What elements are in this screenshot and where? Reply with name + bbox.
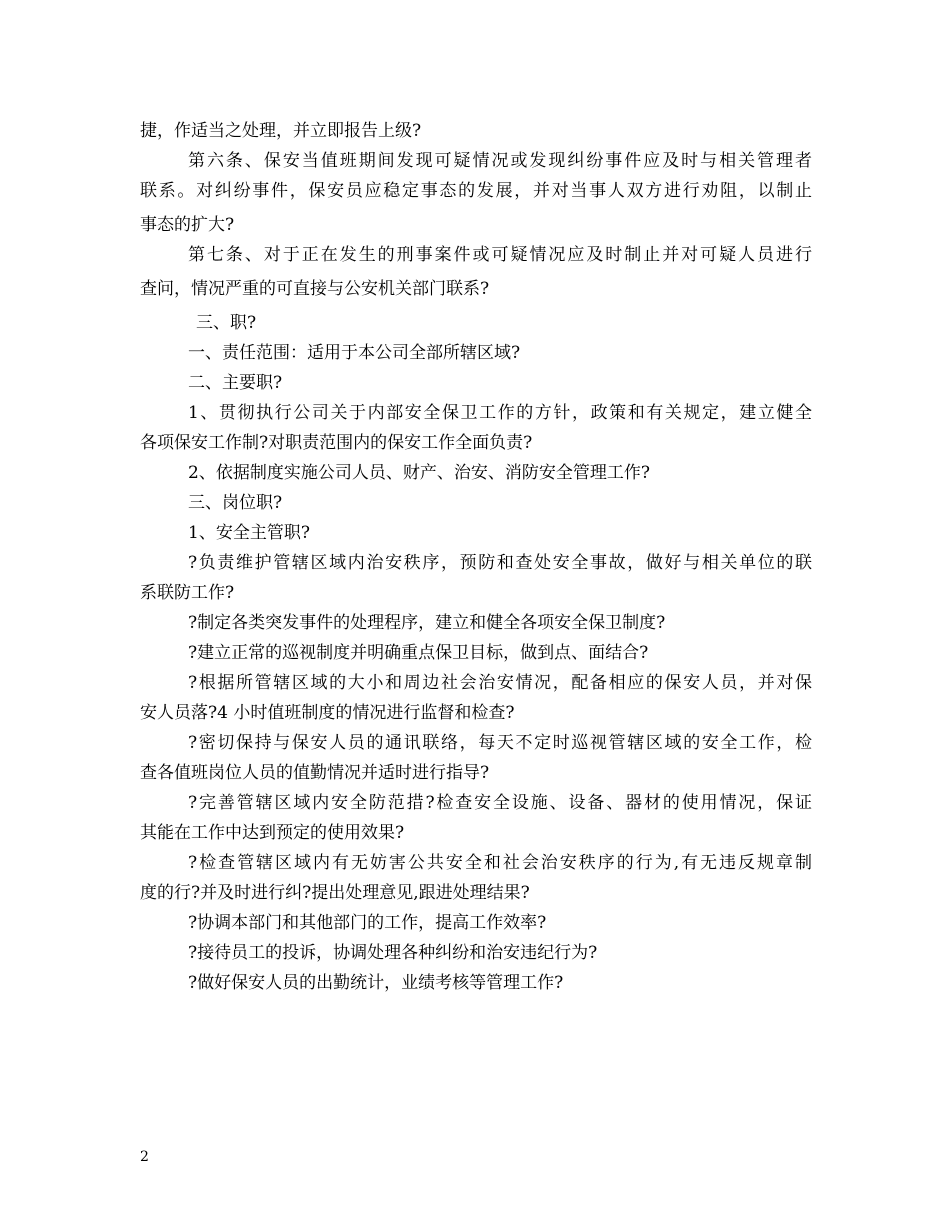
text-line: ?完善管辖区域内安全防范措?检查安全设施、设备、器材的使用情况，保证: [188, 793, 812, 813]
text-line: 度的行?并及时进行纠?提出处理意见,跟进处理结果?: [140, 883, 530, 903]
text-line: 查问，情况严重的可直接与公安机关部门联系?: [140, 279, 490, 299]
text-line: 二、主要职?: [188, 373, 283, 393]
text-line: 联系。对纠纷事件，保安员应稳定事态的发展，并对当事人双方进行劝阻，以制止: [140, 181, 812, 201]
text-line: 捷，作适当之处理，并立即报告上级?: [140, 121, 422, 141]
text-line: 三、岗位职?: [188, 493, 283, 513]
text-line: 系联防工作?: [140, 583, 235, 603]
text-line: 第七条、对于正在发生的刑事案件或可疑情况应及时制止并对可疑人员进行: [188, 245, 812, 265]
text-line: ?制定各类突发事件的处理程序，建立和健全各项安全保卫制度?: [188, 613, 666, 633]
text-line: 安人员落?4 小时值班制度的情况进行监督和检查?: [140, 703, 515, 723]
text-line: ?做好保安人员的出勤统计，业绩考核等管理工作?: [188, 973, 564, 993]
text-line: 查各值班岗位人员的值勤情况并适时进行指导?: [140, 763, 490, 783]
text-line: ?协调本部门和其他部门的工作，提高工作效率?: [188, 913, 547, 933]
text-line: ?根据所管辖区域的大小和周边社会治安情况，配备相应的保安人员，并对保: [188, 673, 812, 693]
page-number: 2: [140, 1149, 149, 1165]
text-line: ?负责维护管辖区域内治安秩序，预防和查处安全事故，做好与相关单位的联: [188, 553, 812, 573]
text-line: 1、安全主管职?: [188, 523, 310, 543]
text-line: 第六条、保安当值班期间发现可疑情况或发现纠纷事件应及时与相关管理者: [188, 151, 812, 171]
text-line: 一、责任范围：适用于本公司全部所辖区域?: [188, 343, 521, 363]
document-body: [140, 116, 812, 998]
text-line: 各项保安工作制?对职责范围内的保安工作全面负责?: [140, 433, 533, 453]
text-line: 事态的扩大?: [140, 215, 235, 235]
text-line: ?接待员工的投诉，协调处理各种纠纷和治安违纪行为?: [188, 943, 598, 963]
text-line: 其能在工作中达到预定的使用效果?: [140, 823, 405, 843]
text-line: 2、依据制度实施公司人员、财产、治安、消防安全管理工作?: [188, 463, 650, 483]
text-line: ?建立正常的巡视制度并明确重点保卫目标，做到点、面结合?: [188, 643, 649, 663]
text-line: ?检查管辖区域内有无妨害公共安全和社会治安秩序的行为,有无违反规章制: [188, 853, 812, 873]
text-line: 三、职?: [196, 313, 257, 333]
text-line: 1、贯彻执行公司关于内部安全保卫工作的方针，政策和有关规定，建立健全: [188, 403, 812, 423]
text-line: ?密切保持与保安人员的通讯联络，每天不定时巡视管辖区域的安全工作，检: [188, 733, 812, 753]
